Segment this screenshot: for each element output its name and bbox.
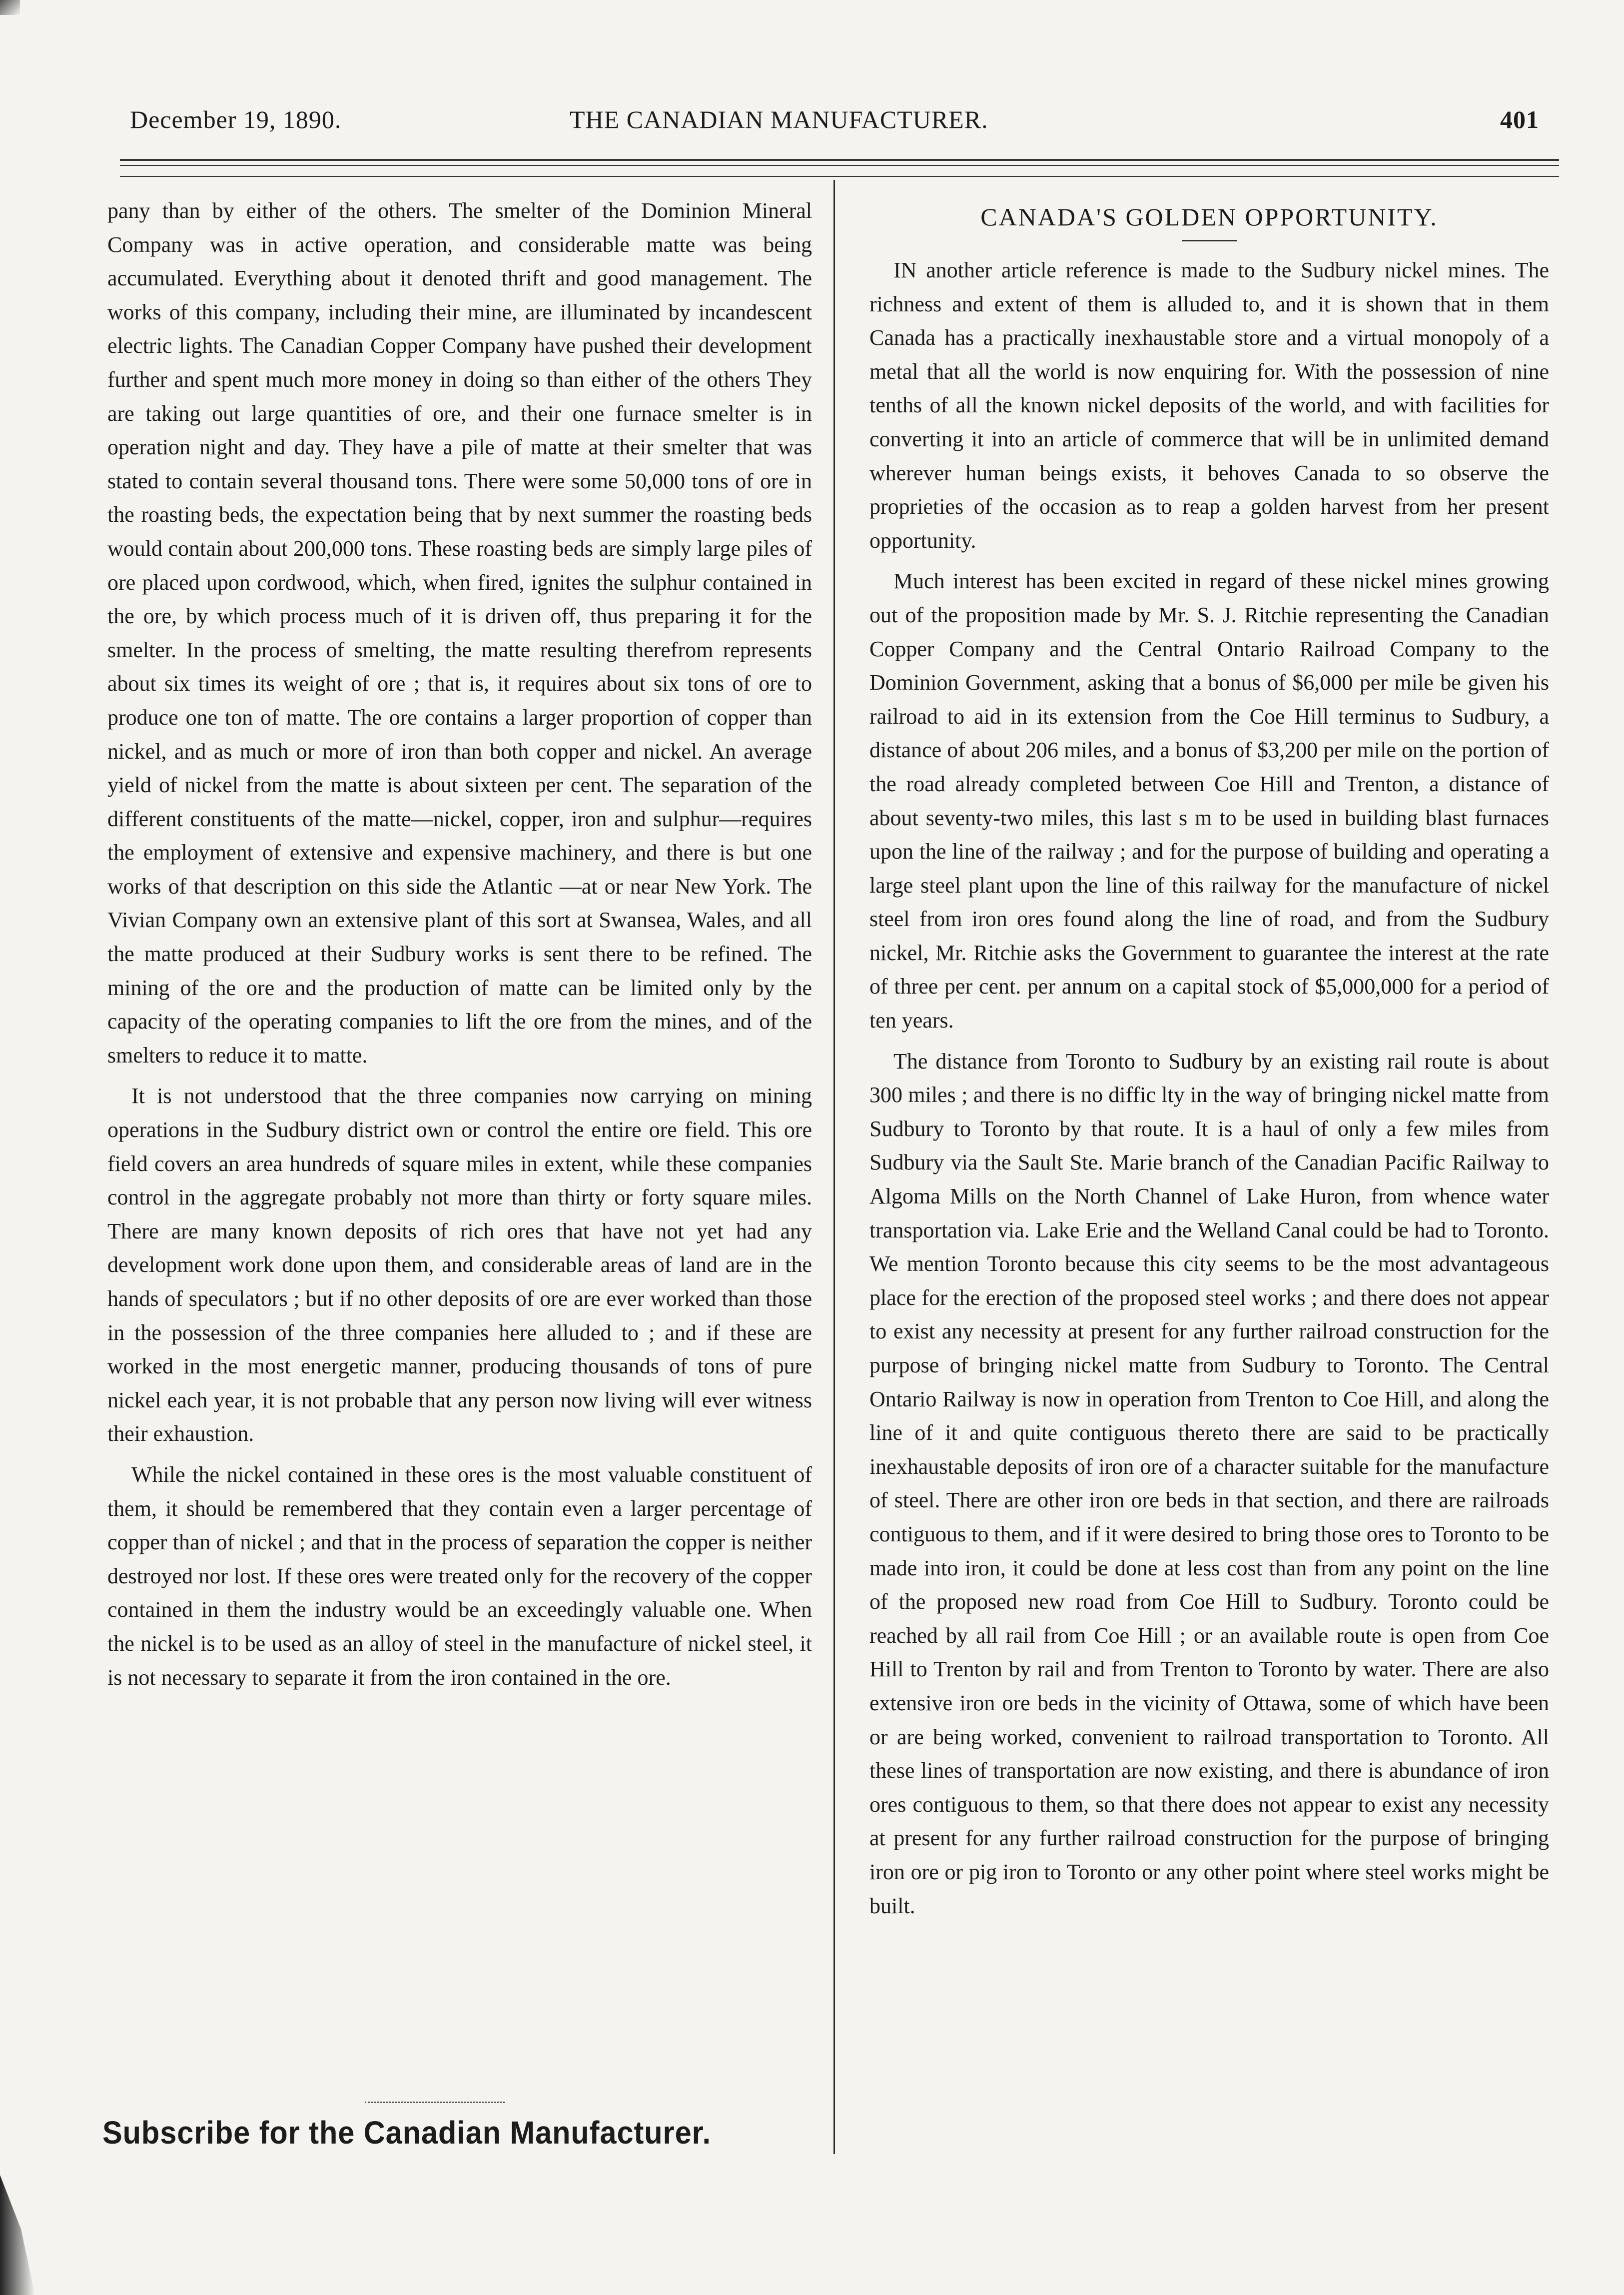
header-rule-lower (120, 176, 1559, 177)
scan-artifact-edge (0, 2175, 35, 2295)
header-publication-title: THE CANADIAN MANUFACTURER. (570, 105, 988, 133)
title-underline (1182, 240, 1237, 241)
header-page-number: 401 (1500, 105, 1539, 133)
column-divider (833, 180, 835, 2154)
scan-artifact-corner (0, 0, 20, 15)
page-header (130, 105, 1539, 145)
left-paragraph-3: While the nickel contained in these ores is the most valuable constituent of them, it should be remembered that they contain even a larger percentage of copper than of nickel ; and that in the process of separation the copper is neither destroyed nor lost. If these ores were treated only for the recovery of the copper contained in them the industry would be an exceedingly valuable one. When the nickel is to be used as an alloy of steel in the manufacture of nickel steel, it is not necessary to separate it from the iron contained in the ore. (107, 1462, 812, 1690)
dotted-separator (365, 2102, 505, 2103)
article-title: CANADA'S GOLDEN OPPORTUNITY. (980, 203, 1438, 231)
subscribe-notice: Subscribe for the Canadian Manufacturer. (102, 2115, 711, 2151)
left-paragraph-1: pany than by either of the others. The smelter of the Dominion Mineral Company was in active operation, and considerable matte was being accumulated. Everything about it denoted thrift and good management. The works of this company, including their mine, are illuminated by incandescent electric lights. The Canadian Copper Company have pushed their development further and spent much more money in doing so than either of the others They are taking out large quantities of ore, and their one furnace smelter is in operation night and day. They have a pile of matte at their smelter that was stated to contain several thousand tons. There were some 50,000 tons of ore in the roasting beds, the expectation being that by next summer the roasting beds would contain about 200,000 tons. These roasting beds are simply large piles of ore placed upon cordwood, which, when fired, ignites the sulphur contained in the ore, by which process much of it is driven off, thus preparing it for the smelter. In the process of smelting, the matte resulting therefrom represents about six times its weight of ore ; that is, it requires about six tons of ore to produce one ton of matte. The ore contains a larger proportion of copper than nickel, and as much or more of iron than both copper and nickel. An average yield of nickel from the matte is about sixteen per cent. The separation of the different constituents of the matte—nickel, copper, iron and sulphur—requires the employment of extensive and expensive machinery, and there is but one works of that description on this side the Atlantic —at or near New York. The Vivian Company own an extensive plant of this sort at Swansea, Wales, and all the matte produced at their Sudbury works is sent there to be refined. The mining of the ore and the production of matte can be limited only by the capacity of the operating companies to lift the ore from the mines, and of the smelters to reduce it to matte. (107, 198, 812, 1068)
left-column (107, 194, 812, 1701)
right-column (869, 194, 1549, 1930)
header-rule-thin (120, 165, 1559, 166)
right-paragraph-1: IN another article reference is made to the Sudbury nickel mines. The richness and extent of them is alluded to, and it is shown that in them Canada has a practically inexhaustable store and a virtual monopoly of a metal that all the world is now enquiring for. With the possession of nine tenths of all the known nickel deposits of the world, and with facilities for converting it into an article of commerce that will be in unlimited demand wherever human beings exists, it behoves Canada to so observe the proprieties of the occasion as to reap a golden harvest from her present opportunity. (869, 258, 1549, 553)
left-paragraph-2: It is not understood that the three companies now carrying on mining operations in the Sudbury district own or control the entire ore field. This ore field covers an area hundreds of square miles in extent, while these companies control in the aggregate probably not more than thirty or forty square miles. There are many known deposits of rich ores that have not yet had any development work done upon them, and considerable areas of land are in the hands of speculators ; but if no other deposits of ore are ever worked than those in the possession of the three companies here alluded to ; and if these are worked in the most energetic manner, producing thousands of tons of pure nickel each year, it is not probable that any person now living will ever witness their exhaustion. (107, 1084, 812, 1446)
right-paragraph-3: The distance from Toronto to Sudbury by an existing rail route is about 300 miles ; and there is no diffic lty in the way of bringing nickel matte from Sudbury to Toronto by that route. It is a haul of only a few miles from Sudbury via the Sault Ste. Marie branch of the Canadian Pacific Railway to Algoma Mills on the North Channel of Lake Huron, from whence water transportation via. Lake Erie and the Welland Canal could be had to Toronto. We mention Toronto because this city seems to be the most advantageous place for the erection of the proposed steel works ; and there does not appear to exist any necessity at present for any further railroad construction for the purpose of bringing nickel matte from Sudbury to Toronto. The Central Ontario Railway is now in operation from Trenton to Coe Hill, and along the line of it and quite contiguous thereto there are said to be practically inexhaustable deposits of iron ore of a character suitable for the manufacture of steel. There are other iron ore beds in that section, and there are railroads contiguous to them, and if it were desired to bring those ores to Toronto to be made into iron, it could be done at less cost than from any point on the line of the proposed new road from Coe Hill to Sudbury. Toronto could be reached by all rail from Coe Hill ; or an available route is open from Coe Hill to Trenton by rail and from Trenton to Toronto by water. There are also extensive iron ore beds in the vicinity of Ottawa, some of which have been or are being worked, convenient to railroad transportation to Toronto. All these lines of transportation are now existing, and there is abundance of iron ores contiguous to them, so that there does not appear to exist any necessity at present for any further railroad construction for the purpose of bringing iron ore or pig iron to Toronto or any other point where steel works might be built. (869, 1049, 1549, 1918)
header-date: December 19, 1890. (130, 105, 342, 133)
header-rule-thick (120, 159, 1559, 161)
right-paragraph-2: Much interest has been excited in regard of these nickel mines growing out of the proposition made by Mr. S. J. Ritchie representing the Canadian Copper Company and the Central Ontario Railroad Company to the Dominion Government, asking that a bonus of $6,000 per mile be given his railroad to aid in its extension from the Coe Hill terminus to Sudbury, a distance of about 206 miles, and a bonus of $3,200 per mile on the portion of the road already completed between Coe Hill and Trenton, a distance of about seventy-two miles, this last s m to be used in building blast furnaces upon the line of the railway ; and for the purpose of building and operating a large steel plant upon the line of this railway for the manufacture of nickel steel from iron ores found along the line of road, and from the Sudbury nickel, Mr. Ritchie asks the Government to guarantee the interest at the rate of three per cent. per annum on a capital stock of $5,000,000 for a period of ten years. (869, 569, 1549, 1033)
